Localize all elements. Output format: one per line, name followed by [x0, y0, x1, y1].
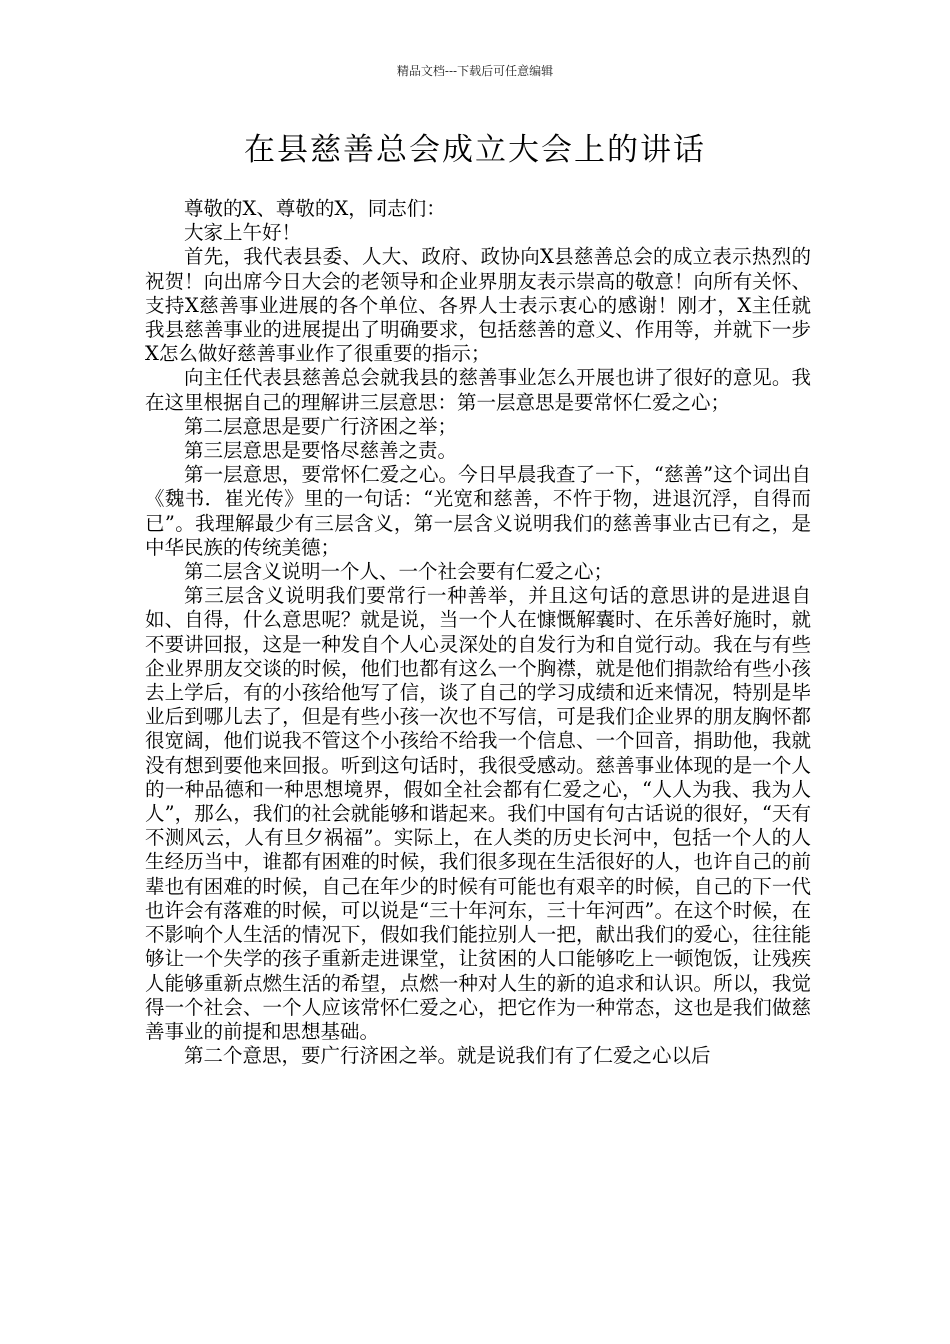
paragraph: 大家上午好！ — [184, 221, 302, 245]
paragraph: 首先，我代表县委、人大、政府、政协向X县慈善总会的成立表示热烈的祝贺！向出席今日大会的老领导和企业界朋友表示崇高的敬意！向所有关怀、支持X慈善事业进展的各个单位、各界人士表示衷心的感谢！刚才，X主任就我县慈善事业的进展提出了明确要求，包括慈善的意义、作用等，并就下一步X怎么做好慈善事业作了很重要的指示； — [145, 245, 811, 366]
paragraph: 第二层意思是要广行济困之举； — [184, 414, 458, 438]
paragraph: 尊敬的X、尊敬的X，同志们： — [184, 197, 446, 220]
paragraph: 第一层意思，要常怀仁爱之心。今日早晨我查了一下，“慈善”这个词出自《魏书．崔光传》里的一句话：“光宽和慈善，不忤于物，进退沉浮，自得而已”。我理解最少有三层含义，第一层含义说明我们的慈善事业古已有之，是中华民族的传统美德； — [145, 463, 811, 559]
paragraph: 第三层意思是要恪尽慈善之责。 — [184, 439, 458, 463]
paragraph: 向主任代表县慈善总会就我县的慈善事业怎么开展也讲了很好的意见。我在这里根据自己的理解讲三层意思：第一层意思是要常怀仁爱之心； — [145, 366, 811, 414]
document-title: 在县慈善总会成立大会上的讲话 — [244, 132, 706, 168]
paragraph: 第三层含义说明我们要常行一种善举，并且这句话的意思讲的是进退自如、自得，什么意思呢？就是说，当一个人在慷慨解囊时、在乐善好施时，就不要讲回报，这是一种发自个人心灵深处的自发行为和自觉行动。我在与有些企业界朋友交谈的时候，他们也都有这么一个胸襟，就是他们捐款给有些小孩去上学后，有的小孩给他写了信，谈了自己的学习成绩和近来情况，特别是毕业后到哪儿去了，但是有些小孩一次也不写信，可是我们企业界的朋友胸怀都很宽阔，他们说我不管这个小孩给不给我一个信息、一个回音，捐助他，我就没有想到要他来回报。听到这句话时，我很受感动。慈善事业体现的是一个人的一种品德和一种思想境界，假如全社会都有仁爱之心，“人人为我、我为人人”，那么，我们的社会就能够和谐起来。我们中国有句古话说的很好，“天有不测风云，人有旦夕祸福”。实际上，在人类的历史长河中，包括一个人的人生经历当中，谁都有困难的时候，我们很多现在生活很好的人，也许自己的前辈也有困难的时候，自己在年少的时候有可能也有艰辛的时候，自己的下一代也许会有落难的时候，可以说是“三十年河东，三十年河西”。在这个时候，在不影响个人生活的情况下，假如我们能拉别人一把，献出我们的爱心，往往能够让一个失学的孩子重新走进课堂，让贫困的人口能够吃上一顿饱饭，让残疾人能够重新点燃生活的希望，点燃一种对人生的新的追求和认识。所以，我觉得一个社会、一个人应该常怀仁爱之心，把它作为一种常态，这也是我们做慈善事业的前提和思想基础。 — [145, 584, 811, 1043]
paragraph: 第二个意思，要广行济困之举。就是说我们有了仁爱之心以后 — [184, 1044, 711, 1068]
paragraph: 第二层含义说明一个人、一个社会要有仁爱之心； — [184, 560, 614, 584]
header-note: 精品文档---下载后可任意编辑 — [396, 64, 554, 78]
document-body — [145, 197, 811, 1068]
